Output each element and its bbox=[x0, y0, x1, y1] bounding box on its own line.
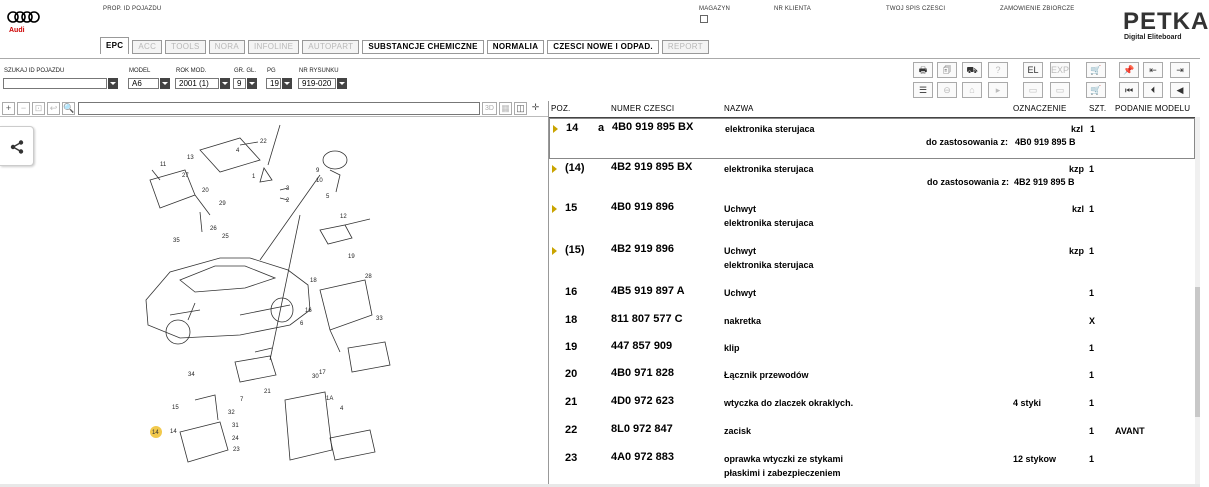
magazyn-checkbox[interactable] bbox=[700, 15, 708, 23]
callout-label[interactable]: 24 bbox=[232, 436, 239, 442]
callout-label[interactable]: 33 bbox=[376, 316, 383, 322]
row-part-number: 4D0 972 623 bbox=[611, 395, 674, 407]
row-name: Uchwyt bbox=[724, 246, 757, 256]
header bbox=[0, 0, 1209, 58]
tab-infoline[interactable]: INFOLINE bbox=[248, 40, 299, 54]
callout-label[interactable]: 29 bbox=[219, 201, 226, 207]
row-part-number: 4B5 919 897 A bbox=[611, 285, 685, 297]
row-qty: 1 bbox=[1090, 124, 1096, 134]
tab-epc[interactable]: EPC bbox=[100, 37, 129, 54]
callout-label[interactable]: 2 bbox=[286, 198, 290, 204]
row-model: AVANT bbox=[1115, 426, 1145, 436]
callout-label[interactable]: 20 bbox=[202, 188, 209, 194]
row-name: nakretka bbox=[724, 316, 762, 326]
row-name: Łącznik przewodów bbox=[724, 370, 809, 380]
callout-label[interactable]: 18 bbox=[310, 278, 317, 284]
row-name-line2: elektronika sterujaca bbox=[724, 218, 814, 228]
view-split-icon[interactable]: ◫ bbox=[514, 102, 527, 115]
row-qty: 1 bbox=[1089, 343, 1095, 353]
back-icon[interactable]: ◀ bbox=[1170, 82, 1190, 98]
row-poz: 18 bbox=[565, 314, 578, 326]
window2-icon[interactable]: ▭ bbox=[1050, 82, 1070, 98]
table-row[interactable] bbox=[549, 283, 1195, 311]
export-icon[interactable]: EXP bbox=[1050, 62, 1070, 78]
row-qty: 1 bbox=[1089, 204, 1095, 214]
col-numer[interactable]: NUMER CZESCI bbox=[611, 104, 675, 113]
gr-dropdown-icon[interactable] bbox=[247, 78, 257, 89]
prop-id-label: PROP. ID POJAZDU bbox=[103, 6, 162, 12]
share-button[interactable] bbox=[0, 126, 34, 166]
callout-label[interactable]: 35 bbox=[173, 238, 180, 244]
last-page-icon[interactable]: ⇥ bbox=[1170, 62, 1190, 78]
share-icon bbox=[10, 140, 24, 154]
callout-label[interactable]: 23 bbox=[233, 447, 240, 453]
zoom-back-icon[interactable]: ↩ bbox=[47, 102, 60, 115]
tab-acc[interactable]: ACC bbox=[132, 40, 162, 54]
vehicle-id-dropdown-icon[interactable] bbox=[108, 78, 118, 89]
rok-label: ROK MOD. bbox=[176, 68, 207, 74]
el-icon[interactable]: EL bbox=[1023, 62, 1043, 78]
view-grid-icon[interactable]: ▦ bbox=[499, 102, 512, 115]
window-icon[interactable]: ▭ bbox=[1023, 82, 1043, 98]
row-name-line2: elektronika sterujaca bbox=[724, 260, 814, 270]
list-icon[interactable]: ☰ bbox=[913, 82, 933, 98]
petka-logo-title: PETKA bbox=[1123, 8, 1209, 35]
parts-table bbox=[549, 101, 1195, 487]
magazyn-label: MAGAZYN bbox=[699, 6, 731, 12]
callout-label[interactable]: 9 bbox=[316, 168, 320, 174]
table-row[interactable] bbox=[549, 241, 1195, 283]
row-oznaczenie: kzp bbox=[1068, 164, 1084, 174]
callout-label[interactable]: 34 bbox=[188, 372, 195, 378]
table-row[interactable] bbox=[549, 393, 1195, 421]
row-part-number: 4B2 919 895 BX bbox=[611, 161, 693, 173]
twoj-spis-label: TWOJ SPIS CZESCI bbox=[886, 6, 946, 12]
callout-label[interactable]: 28 bbox=[365, 274, 372, 280]
callout-label[interactable]: 16 bbox=[305, 308, 312, 314]
callout-label[interactable]: 1A bbox=[326, 396, 334, 402]
callout-label[interactable]: 3 bbox=[286, 186, 290, 192]
tab-substancje-chemiczne[interactable]: SUBSTANCJE CHEMICZNE bbox=[362, 40, 483, 54]
diagram-toolbar bbox=[0, 101, 548, 117]
tab-tools[interactable]: TOOLS bbox=[165, 40, 205, 54]
basket-icon[interactable]: 🛒 bbox=[1086, 82, 1106, 98]
callout-label[interactable]: 32 bbox=[228, 410, 235, 416]
row-oznaczenie: kzp bbox=[1068, 246, 1084, 256]
pg-dropdown-icon[interactable] bbox=[282, 78, 292, 89]
callout-label[interactable]: 15 bbox=[172, 405, 179, 411]
play-icon[interactable]: ▸ bbox=[988, 82, 1008, 98]
audi-rings-logo bbox=[7, 9, 41, 25]
row-note-label: do zastosowania z: bbox=[925, 137, 1008, 147]
col-poz[interactable]: POZ. bbox=[551, 104, 571, 113]
row-note-value: 4B0 919 895 B bbox=[1015, 137, 1076, 147]
callout-label[interactable]: 4 bbox=[340, 406, 344, 412]
row-oznaczenie: 4 styki bbox=[1013, 398, 1042, 408]
tab-czesci-nowe-i-odpad-[interactable]: CZESCI NOWE I ODPAD. bbox=[547, 40, 659, 54]
row-poz: 22 bbox=[565, 424, 578, 436]
callout-label[interactable]: 17 bbox=[319, 370, 326, 376]
nr-rysunku-dropdown-icon[interactable] bbox=[337, 78, 347, 89]
zamowienie-label: ZAMOWIENIE ZBIORCZE bbox=[1000, 6, 1075, 12]
gr-select[interactable]: 9 bbox=[233, 78, 246, 89]
scrollbar-thumb[interactable] bbox=[1195, 287, 1200, 417]
first-page-icon[interactable]: ⇤ bbox=[1143, 62, 1163, 78]
callout-label[interactable]: 11 bbox=[160, 162, 167, 168]
gr-label: GR. GL. bbox=[234, 68, 257, 74]
row-name: elektronika sterujaca bbox=[724, 164, 814, 174]
callout-label[interactable]: 26 bbox=[210, 226, 217, 232]
callout-label[interactable]: 10 bbox=[316, 178, 323, 184]
audi-brand-text: Audi bbox=[9, 27, 25, 34]
magnifier-icon[interactable]: 🔍 bbox=[63, 103, 75, 113]
model-dropdown-icon[interactable] bbox=[160, 78, 170, 89]
highlight-marker-label: 14 bbox=[152, 430, 159, 436]
row-part-number: 4B0 919 895 BX bbox=[612, 121, 694, 133]
callout-label[interactable]: 12 bbox=[340, 214, 347, 220]
tab-nora[interactable]: NORA bbox=[209, 40, 245, 54]
catalog-icon[interactable]: 🗊 bbox=[937, 62, 957, 78]
cart-icon[interactable]: 🛒 bbox=[1086, 62, 1106, 78]
vehicle-id-input[interactable] bbox=[3, 78, 107, 89]
row-qty: 1 bbox=[1089, 246, 1095, 256]
callout-label[interactable]: 7 bbox=[240, 397, 244, 403]
row-name: wtyczka do zlaczek okraklych. bbox=[724, 398, 854, 408]
expand-icon[interactable]: ✛ bbox=[529, 102, 542, 115]
row-oznaczenie: kzl bbox=[1070, 124, 1083, 134]
row-poz: 23 bbox=[565, 452, 578, 464]
control-unit-top bbox=[150, 170, 210, 215]
callout-label[interactable]: 5 bbox=[326, 194, 330, 200]
row-poz: (14) bbox=[565, 162, 585, 174]
search-label: SZUKAJ ID POJAZDU bbox=[4, 68, 65, 74]
expand-arrow-icon[interactable] bbox=[553, 125, 558, 133]
step-back-icon[interactable]: ⏴ bbox=[1143, 82, 1163, 98]
row-poz: 15 bbox=[565, 202, 578, 214]
row-name: Uchwyt bbox=[724, 204, 757, 214]
car-icon[interactable]: ⛟ bbox=[962, 62, 982, 78]
row-name: oprawka wtyczki ze stykami bbox=[724, 454, 844, 464]
zoom-out-icon[interactable]: − bbox=[17, 102, 30, 115]
row-note-label: do zastosowania z: bbox=[926, 177, 1009, 187]
callout-label[interactable]: 13 bbox=[187, 155, 194, 161]
col-nazwa[interactable]: NAZWA bbox=[724, 104, 754, 113]
help-icon[interactable]: ? bbox=[988, 62, 1008, 78]
callout-label[interactable]: 25 bbox=[222, 234, 229, 240]
zoom-in-icon[interactable]: + bbox=[2, 102, 15, 115]
row-poz: 19 bbox=[565, 341, 578, 353]
col-oznaczenie[interactable]: OZNACZENIE bbox=[1013, 104, 1067, 113]
diagram-search-input[interactable] bbox=[78, 102, 480, 115]
car-outline bbox=[146, 258, 310, 338]
row-qty: 1 bbox=[1089, 426, 1095, 436]
callout-label[interactable]: 31 bbox=[232, 423, 239, 429]
row-name: Uchwyt bbox=[724, 288, 757, 298]
row-qty: 1 bbox=[1089, 454, 1095, 464]
nr-rysunku-select[interactable]: 919-020 bbox=[298, 78, 336, 89]
home-icon[interactable]: ⌂ bbox=[962, 82, 982, 98]
table-row[interactable] bbox=[549, 311, 1195, 338]
expand-arrow-icon[interactable] bbox=[552, 165, 557, 173]
row-part-number: 4B0 919 896 bbox=[611, 201, 674, 213]
row-qty: 1 bbox=[1089, 288, 1095, 298]
tab-normalia[interactable]: NORMALIA bbox=[487, 40, 545, 54]
model-label: MODEL bbox=[129, 68, 151, 74]
tab-autopart[interactable]: AUTOPART bbox=[302, 40, 359, 54]
rok-select[interactable]: 2001 (1) bbox=[175, 78, 219, 89]
table-row[interactable] bbox=[549, 421, 1195, 449]
row-part-number: 4B0 971 828 bbox=[611, 367, 674, 379]
callout-label[interactable]: 1 bbox=[252, 174, 256, 180]
row-poz: 16 bbox=[565, 286, 578, 298]
print-icon[interactable]: 🖶 bbox=[913, 62, 933, 78]
nr-klienta-label: NR KLIENTA bbox=[774, 6, 811, 12]
row-note-value: 4B2 919 895 B bbox=[1014, 177, 1075, 187]
callout-label[interactable]: 6 bbox=[300, 321, 304, 327]
col-podanie[interactable]: PODANIE MODELU bbox=[1115, 104, 1191, 113]
pin-icon[interactable]: 📌 bbox=[1119, 62, 1139, 78]
row-oznaczenie: kzl bbox=[1071, 204, 1084, 214]
expand-arrow-icon[interactable] bbox=[552, 205, 557, 213]
pg-select[interactable]: 19 bbox=[266, 78, 281, 89]
callout-label[interactable]: 21 bbox=[264, 389, 271, 395]
col-szt[interactable]: SZT. bbox=[1089, 104, 1107, 113]
vehicle-filters bbox=[0, 58, 1200, 98]
row-part-number: 4B2 919 896 bbox=[611, 243, 674, 255]
row-qty: 1 bbox=[1089, 164, 1095, 174]
view-3d-button[interactable]: 3D bbox=[482, 102, 497, 115]
row-mark: a bbox=[598, 122, 605, 134]
nr-rysunku-label: NR RYSUNKU bbox=[299, 68, 339, 74]
rok-dropdown-icon[interactable] bbox=[220, 78, 230, 89]
row-part-number: 8L0 972 847 bbox=[611, 423, 673, 435]
skip-back-icon[interactable]: ⏮ bbox=[1119, 82, 1139, 98]
callout-label[interactable]: 30 bbox=[312, 374, 319, 380]
callout-label[interactable]: 19 bbox=[348, 254, 355, 260]
table-row[interactable] bbox=[549, 199, 1195, 241]
row-poz: 14 bbox=[566, 122, 579, 134]
row-qty: 1 bbox=[1089, 370, 1095, 380]
zoom-fit-icon[interactable]: ⊡ bbox=[32, 102, 45, 115]
callout-label[interactable]: 4 bbox=[236, 148, 240, 154]
parts-diagram bbox=[140, 120, 540, 485]
row-poz: 20 bbox=[565, 368, 578, 380]
row-oznaczenie: 12 stykow bbox=[1013, 454, 1057, 464]
row-name-line2: płaskimi i zabezpieczeniem bbox=[724, 468, 841, 478]
table-row[interactable] bbox=[549, 338, 1195, 365]
row-part-number: 447 857 909 bbox=[611, 340, 673, 352]
toggle-icon[interactable]: ⊖ bbox=[937, 82, 957, 98]
main-tabs bbox=[100, 40, 709, 54]
callout-label[interactable]: 14 bbox=[170, 429, 177, 435]
row-name: elektronika sterujaca bbox=[725, 124, 815, 134]
table-row[interactable] bbox=[549, 159, 1195, 199]
row-name: klip bbox=[724, 343, 740, 353]
pg-label: PG bbox=[267, 68, 276, 74]
row-qty: X bbox=[1089, 316, 1096, 326]
table-scrollbar[interactable] bbox=[1195, 117, 1200, 487]
tab-report[interactable]: REPORT bbox=[662, 40, 709, 54]
callout-label[interactable]: 27 bbox=[182, 173, 189, 179]
table-row[interactable] bbox=[549, 118, 1195, 159]
callout-label[interactable]: 22 bbox=[260, 139, 267, 145]
petka-logo-subtitle: Digital Eliteboard bbox=[1124, 34, 1182, 41]
row-poz: 21 bbox=[565, 396, 578, 408]
row-part-number: 811 807 577 C bbox=[611, 313, 683, 325]
row-qty: 1 bbox=[1089, 398, 1095, 408]
row-name: zacisk bbox=[724, 426, 752, 436]
expand-arrow-icon[interactable] bbox=[552, 247, 557, 255]
model-select[interactable]: A6 bbox=[128, 78, 159, 89]
table-row[interactable] bbox=[549, 365, 1195, 393]
row-poz: (15) bbox=[565, 244, 585, 256]
row-part-number: 4A0 972 883 bbox=[611, 451, 674, 463]
table-row[interactable] bbox=[549, 449, 1195, 479]
